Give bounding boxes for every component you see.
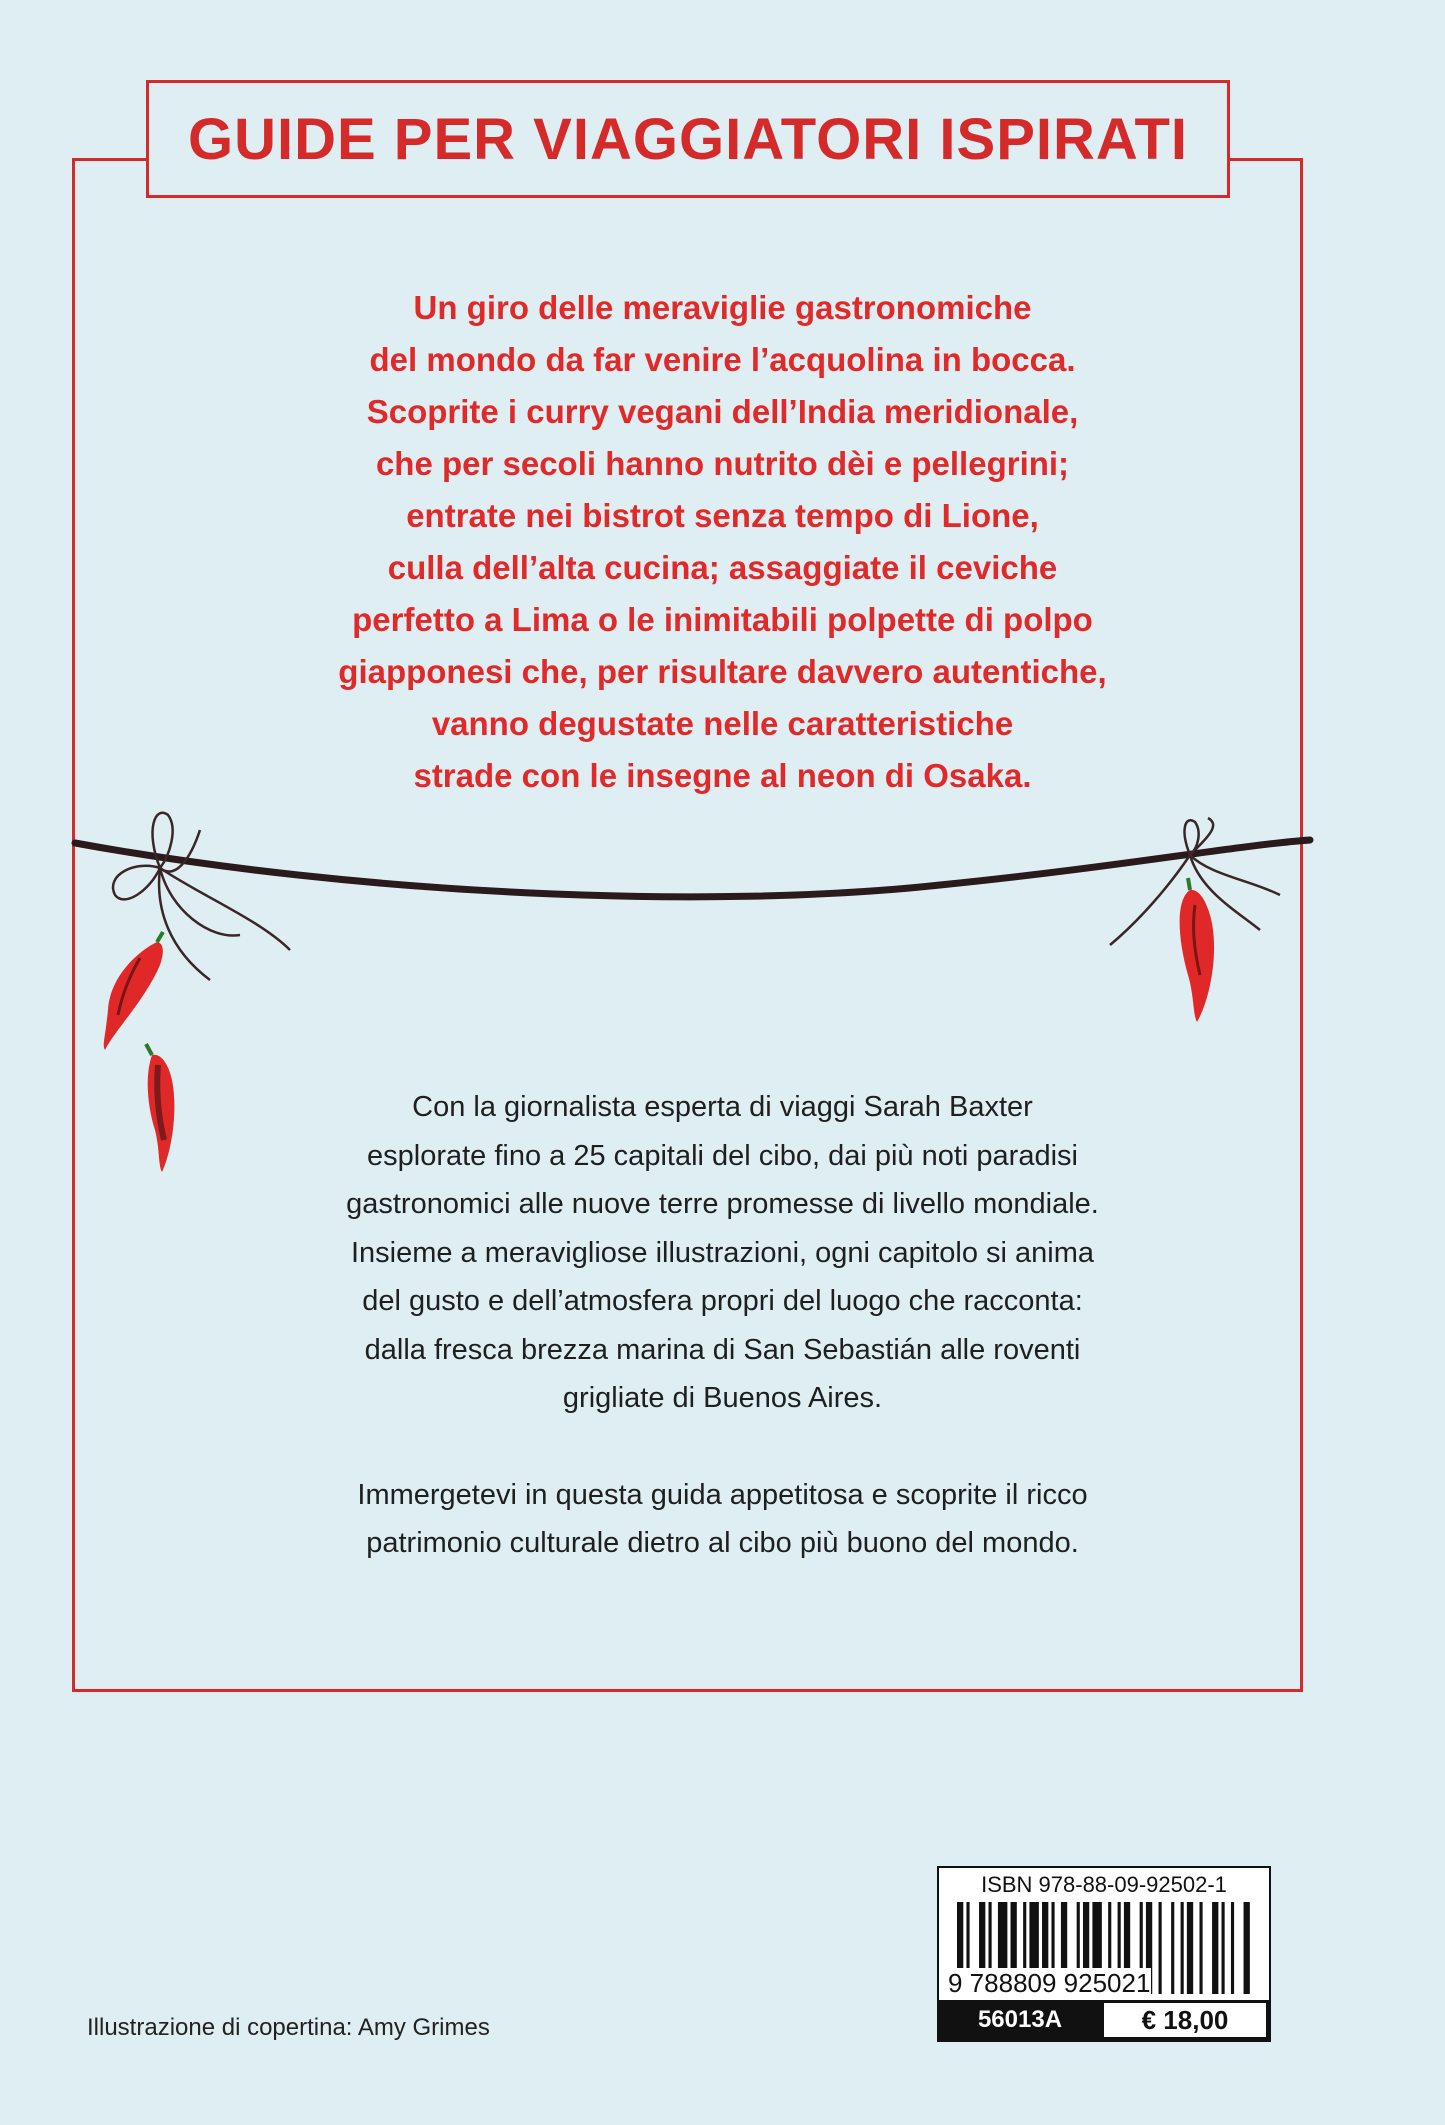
intro-line: Un giro delle meraviglie gastronomiche xyxy=(413,289,1032,326)
price-strip xyxy=(939,2000,1269,2040)
paragraph-gap xyxy=(150,1423,1295,1471)
body-line: grigliate di Buenos Aires. xyxy=(562,1382,883,1414)
series-title-box xyxy=(146,80,1230,198)
intro-line: entrate nei bistrot senza tempo di Lione, xyxy=(406,497,1039,534)
chili-pepper-icon xyxy=(1180,878,1214,1022)
garland-string xyxy=(75,840,1310,897)
intro-line: giapponesi che, per risultare davvero autentiche, xyxy=(338,653,1107,690)
body-line: gastronomici alle nuove terre promesse di livello mondiale. xyxy=(346,1188,1099,1220)
body-line: dalla fresca brezza marina di San Sebastián alle roventi xyxy=(364,1333,1081,1366)
cover-illustration-credit: Illustrazione di copertina: Amy Grimes xyxy=(87,2014,490,2041)
intro-line: che per secoli hanno nutrito dèi e pellegrini; xyxy=(375,445,1070,482)
body-line: del gusto e dell’atmosfera propri del luogo che racconta: xyxy=(362,1285,1083,1317)
intro-line: strade con le insegne al neon di Osaka. xyxy=(413,757,1032,794)
price-label: € 18,00 xyxy=(1104,2003,1266,2037)
intro-line: Scoprite i curry vegani dell’India meridionale, xyxy=(366,393,1079,430)
body-line: patrimonio culturale dietro al cibo più buono del mondo. xyxy=(366,1527,1079,1559)
intro-blurb xyxy=(150,282,1295,802)
description-text xyxy=(150,1083,1295,1568)
barcode-label xyxy=(937,1866,1271,2042)
intro-line: del mondo da far venire l’acquolina in bocca. xyxy=(369,341,1076,378)
intro-line: perfetto a Lima o le inimitabili polpette di polpo xyxy=(352,601,1093,638)
chili-pepper-icon xyxy=(104,932,163,1050)
barcode-digits xyxy=(947,1968,1267,1999)
body-line: esplorate fino a 25 capitali del cibo, dai più noti paradisi xyxy=(367,1139,1078,1172)
body-line: Insieme a meravigliose illustrazioni, ogni capitolo si anima xyxy=(350,1236,1095,1269)
product-code: 56013A xyxy=(977,2006,1063,2033)
isbn-number: ISBN 978-88-09-92502-1 xyxy=(981,1872,1227,1897)
intro-line: culla dell’alta cucina; assaggiate il ceviche xyxy=(387,549,1058,586)
intro-line: vanno degustate nelle caratteristiche xyxy=(431,705,1014,742)
barcode-digits-text: 9 788809 925021 xyxy=(948,1968,1151,1998)
body-line: Con la giornalista esperta di viaggi Sarah Baxter xyxy=(412,1091,1033,1123)
series-title: GUIDE PER VIAGGIATORI ISPIRATI xyxy=(188,106,1188,172)
body-line: Immergetevi in questa guida appetitosa e scoprite il ricco xyxy=(357,1478,1088,1511)
